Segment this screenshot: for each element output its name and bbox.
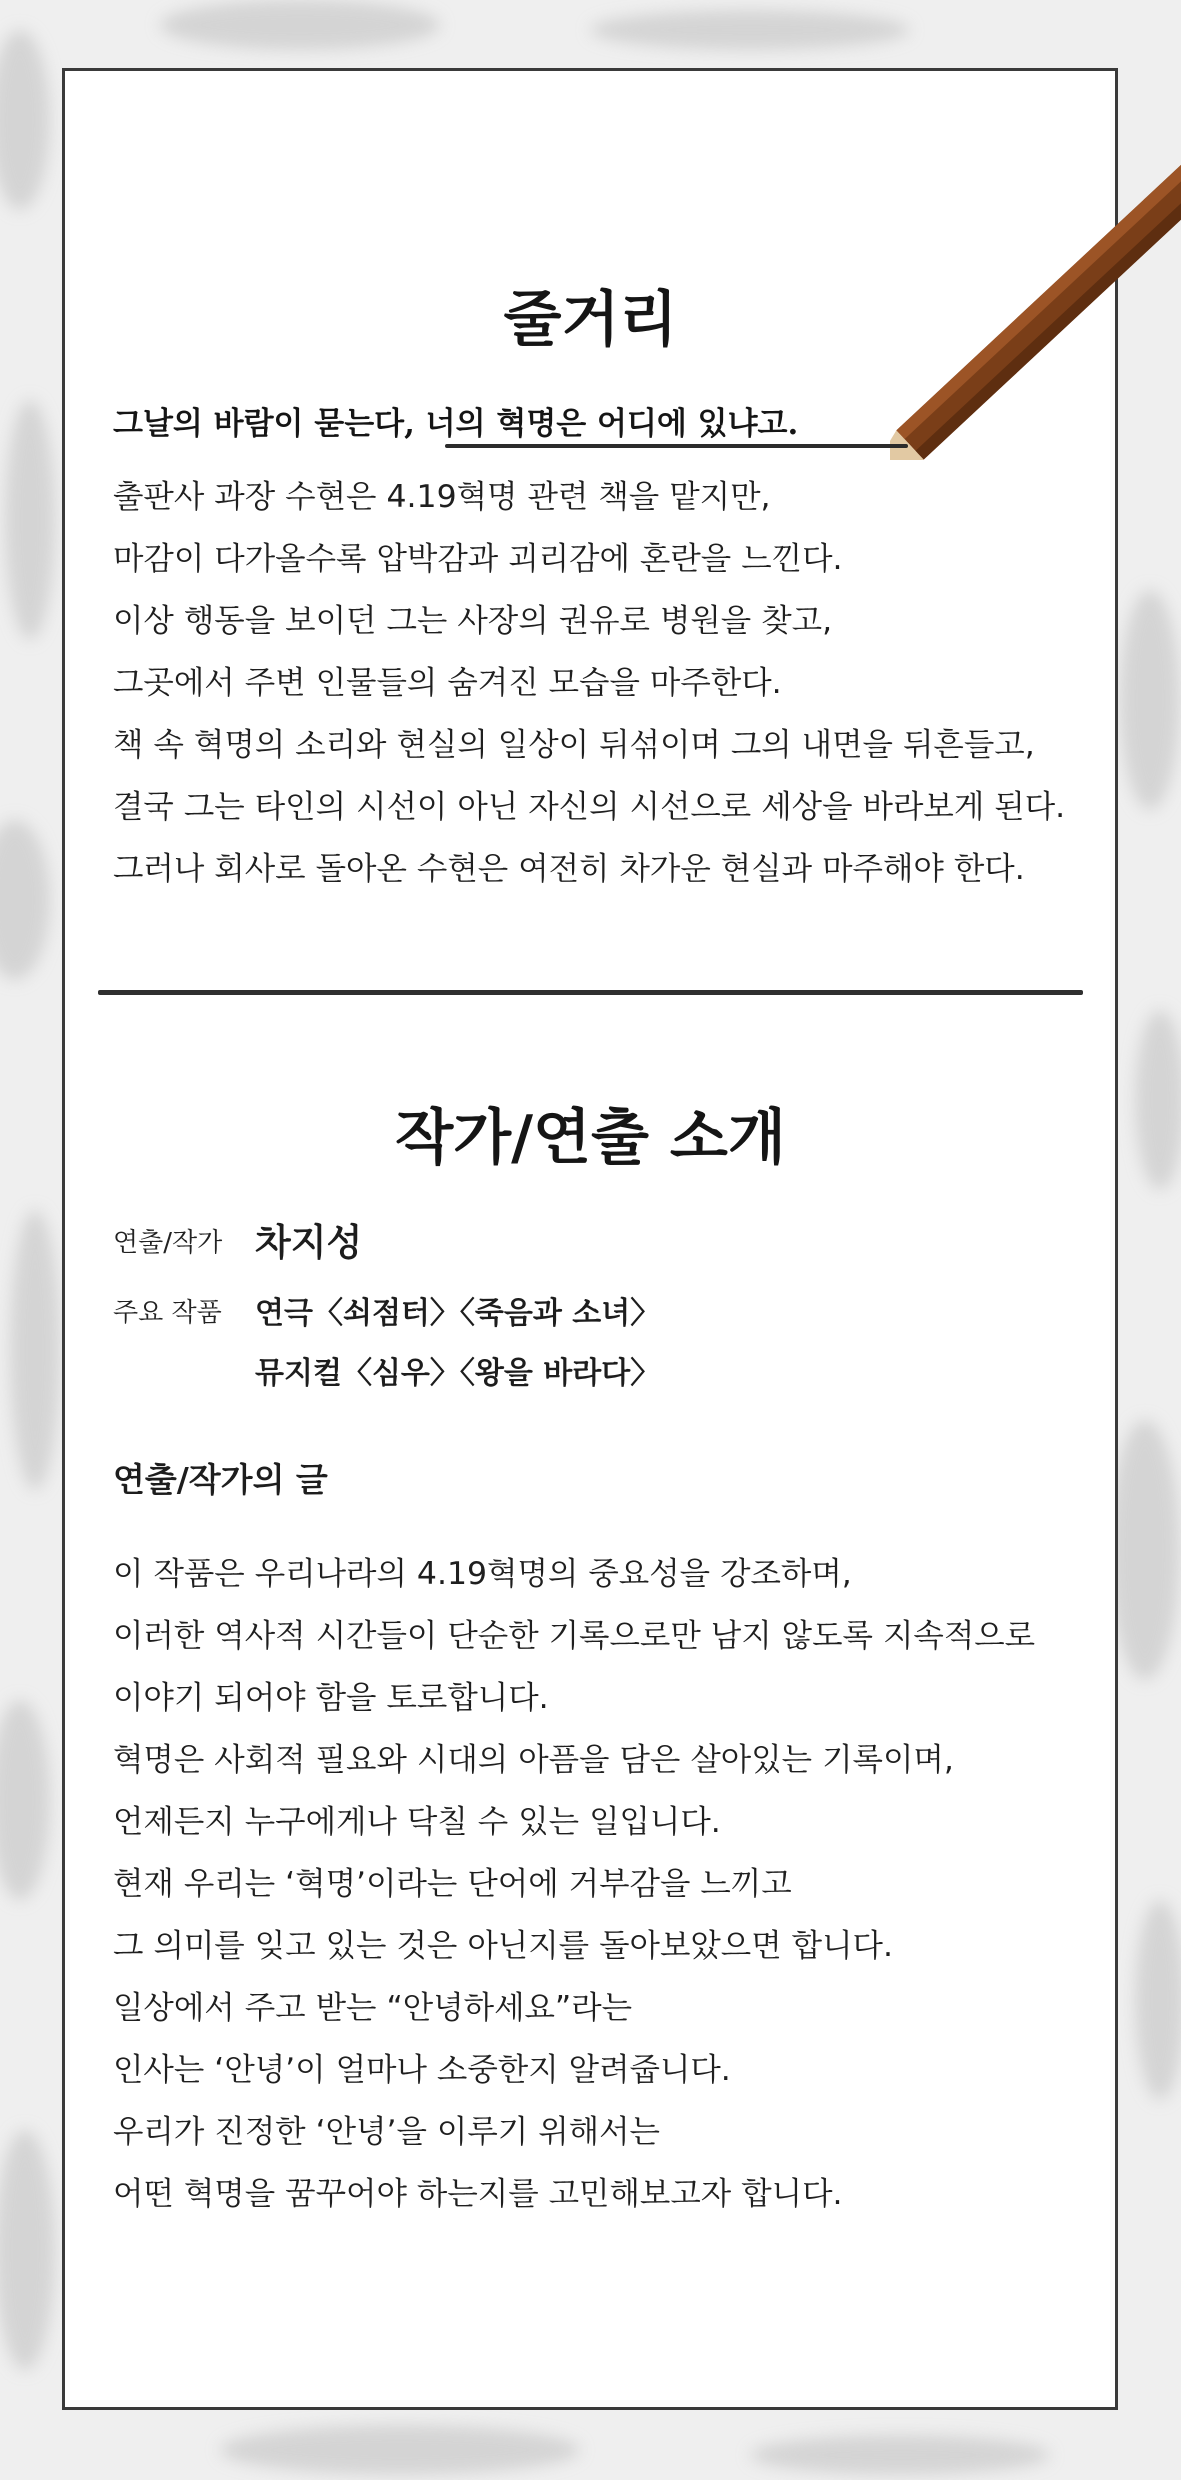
synopsis-line: 책 속 혁명의 소리와 현실의 일상이 뒤섞이며 그의 내면을 뒤흔들고,: [113, 727, 1035, 763]
note-line: 이야기 되어야 함을 토로합니다.: [113, 1680, 549, 1716]
works-musicals: 뮤지컬〈심우〉〈왕을 바라다〉: [255, 1356, 661, 1391]
section-divider: [98, 990, 1083, 995]
synopsis-tagline: 그날의 바람이 묻는다, 너의 혁명은 어디에 있냐고.: [113, 406, 799, 442]
note-line: 어떤 혁명을 꿈꾸어야 하는지를 고민해보고자 합니다.: [113, 2176, 843, 2212]
synopsis-title: 줄거리: [503, 285, 678, 355]
note-line: 이러한 역사적 시간들이 단순한 기록으로만 남지 않도록 지속적으로: [113, 1618, 1036, 1654]
note-body: [113, 1543, 1035, 2225]
works-plays: 연극〈쇠점터〉〈죽음과 소녀〉: [255, 1296, 661, 1331]
synopsis-body: [113, 466, 1065, 900]
works-label: 주요 작품: [113, 1298, 222, 1328]
creator-title: 작가/연출 소개: [395, 1103, 786, 1173]
note-line: 인사는 ‘안녕’이 얼마나 소중한지 알려줍니다.: [113, 2052, 731, 2088]
synopsis-line: 결국 그는 타인의 시선이 아닌 자신의 시선으로 세상을 바라보게 된다.: [113, 789, 1066, 825]
synopsis-line: 그곳에서 주변 인물들의 숨겨진 모습을 마주한다.: [113, 665, 782, 701]
note-line: 일상에서 주고 받는 “안녕하세요”라는: [113, 1990, 633, 2026]
role-label: 연출/작가: [113, 1228, 223, 1258]
synopsis-line: 이상 행동을 보이던 그는 사장의 권유로 병원을 찾고,: [113, 603, 833, 639]
synopsis-line: 그러나 회사로 돌아온 수현은 여전히 차가운 현실과 마주해야 한다.: [113, 851, 1025, 887]
note-line: 언제든지 누구에게나 닥칠 수 있는 일입니다.: [113, 1804, 721, 1840]
note-line: 혁명은 사회적 필요와 시대의 아픔을 담은 살아있는 기록이며,: [113, 1742, 954, 1778]
synopsis-line: 출판사 과장 수현은 4.19혁명 관련 책을 맡지만,: [113, 479, 771, 515]
note-line: 이 작품은 우리나라의 4.19혁명의 중요성을 강조하며,: [113, 1556, 852, 1592]
note-line: 우리가 진정한 ‘안녕’을 이루기 위해서는: [113, 2114, 660, 2150]
note-line: 그 의미를 잊고 있는 것은 아닌지를 돌아보았으면 합니다.: [113, 1928, 893, 1964]
note-line: 현재 우리는 ‘혁명’이라는 단어에 거부감을 느끼고: [113, 1866, 792, 1902]
note-title: 연출/작가의 글: [113, 1460, 328, 1499]
creator-name: 차지성: [255, 1221, 363, 1264]
synopsis-line: 마감이 다가올수록 압박감과 괴리감에 혼란을 느낀다.: [113, 541, 843, 577]
tagline-underline: [445, 444, 908, 448]
